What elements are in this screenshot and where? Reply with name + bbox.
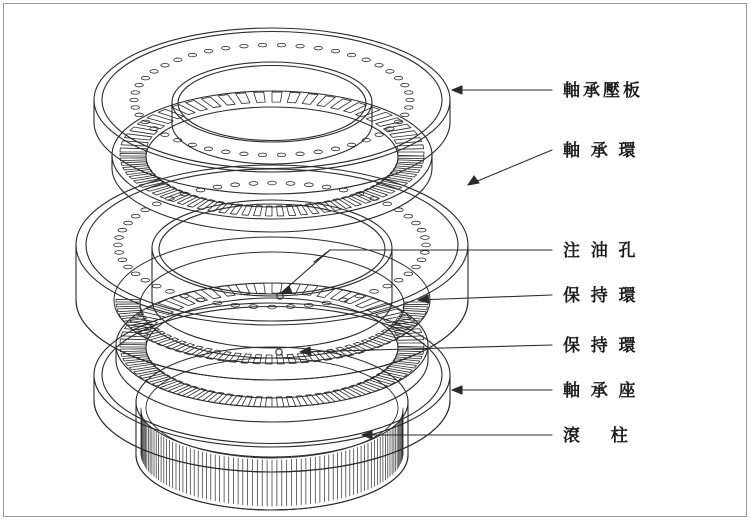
label-bearing-ring: 軸 承 環 xyxy=(563,141,639,160)
label-retaining-ring-lower: 保 持 環 xyxy=(563,336,639,355)
label-oil-injection-hole: 注 油 孔 xyxy=(563,241,639,260)
label-bearing-pressure-plate: 軸承壓板 xyxy=(563,81,643,100)
label-roller: 滾 柱 xyxy=(563,426,641,445)
label-bearing-seat: 軸 承 座 xyxy=(563,381,639,400)
label-retaining-ring-upper: 保 持 環 xyxy=(563,286,639,305)
